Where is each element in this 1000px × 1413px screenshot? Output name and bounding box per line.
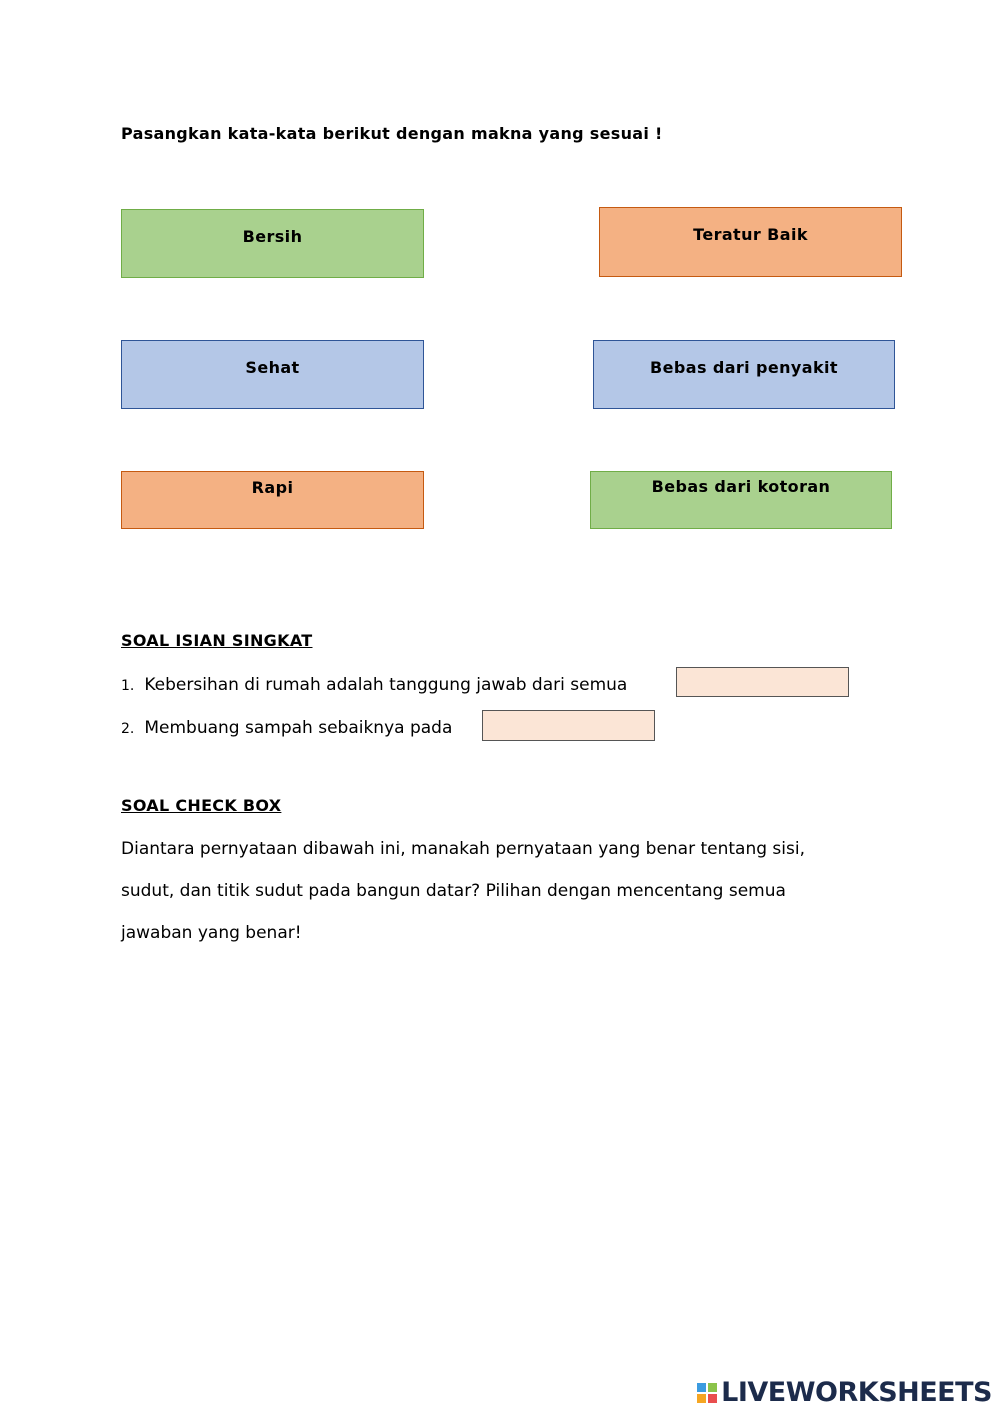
liveworksheets-logo <box>697 1377 992 1408</box>
checkbox-question-line-1: Diantara pernyataan dibawah ini, manakah pernyataan yang benar tentang sisi, <box>121 839 806 859</box>
question-2-text: Membuang sampah sebaiknya pada <box>144 718 453 738</box>
match-word-sehat[interactable]: Sehat <box>121 340 424 409</box>
answer-input-2[interactable] <box>482 710 655 741</box>
match-meaning-teratur-baik[interactable]: Teratur Baik <box>599 207 902 277</box>
question-1-text: Kebersihan di rumah adalah tanggung jawab dari semua <box>144 675 628 695</box>
checkbox-question <box>121 828 881 954</box>
short-answer-heading: SOAL ISIAN SINGKAT <box>121 631 313 650</box>
question-1-number: 1. <box>121 678 135 694</box>
checkbox-question-line-3: jawaban yang benar! <box>121 923 302 943</box>
brand-name: LIVEWORKSHEETS <box>721 1377 992 1408</box>
logo-mark-icon <box>697 1383 717 1403</box>
instruction-text: Pasangkan kata-kata berikut dengan makna yang sesuai ! <box>121 124 663 143</box>
match-word-rapi[interactable]: Rapi <box>121 471 424 529</box>
checkbox-question-line-2: sudut, dan titik sudut pada bangun datar? Pilihan dengan mencentang semua <box>121 881 786 901</box>
question-1 <box>121 675 627 695</box>
checkbox-heading: SOAL CHECK BOX <box>121 796 282 815</box>
question-2 <box>121 718 452 738</box>
match-word-bersih[interactable]: Bersih <box>121 209 424 278</box>
match-meaning-bebas-penyakit[interactable]: Bebas dari penyakit <box>593 340 895 409</box>
question-2-number: 2. <box>121 721 135 737</box>
answer-input-1[interactable] <box>676 667 849 697</box>
match-meaning-bebas-kotoran[interactable]: Bebas dari kotoran <box>590 471 892 529</box>
